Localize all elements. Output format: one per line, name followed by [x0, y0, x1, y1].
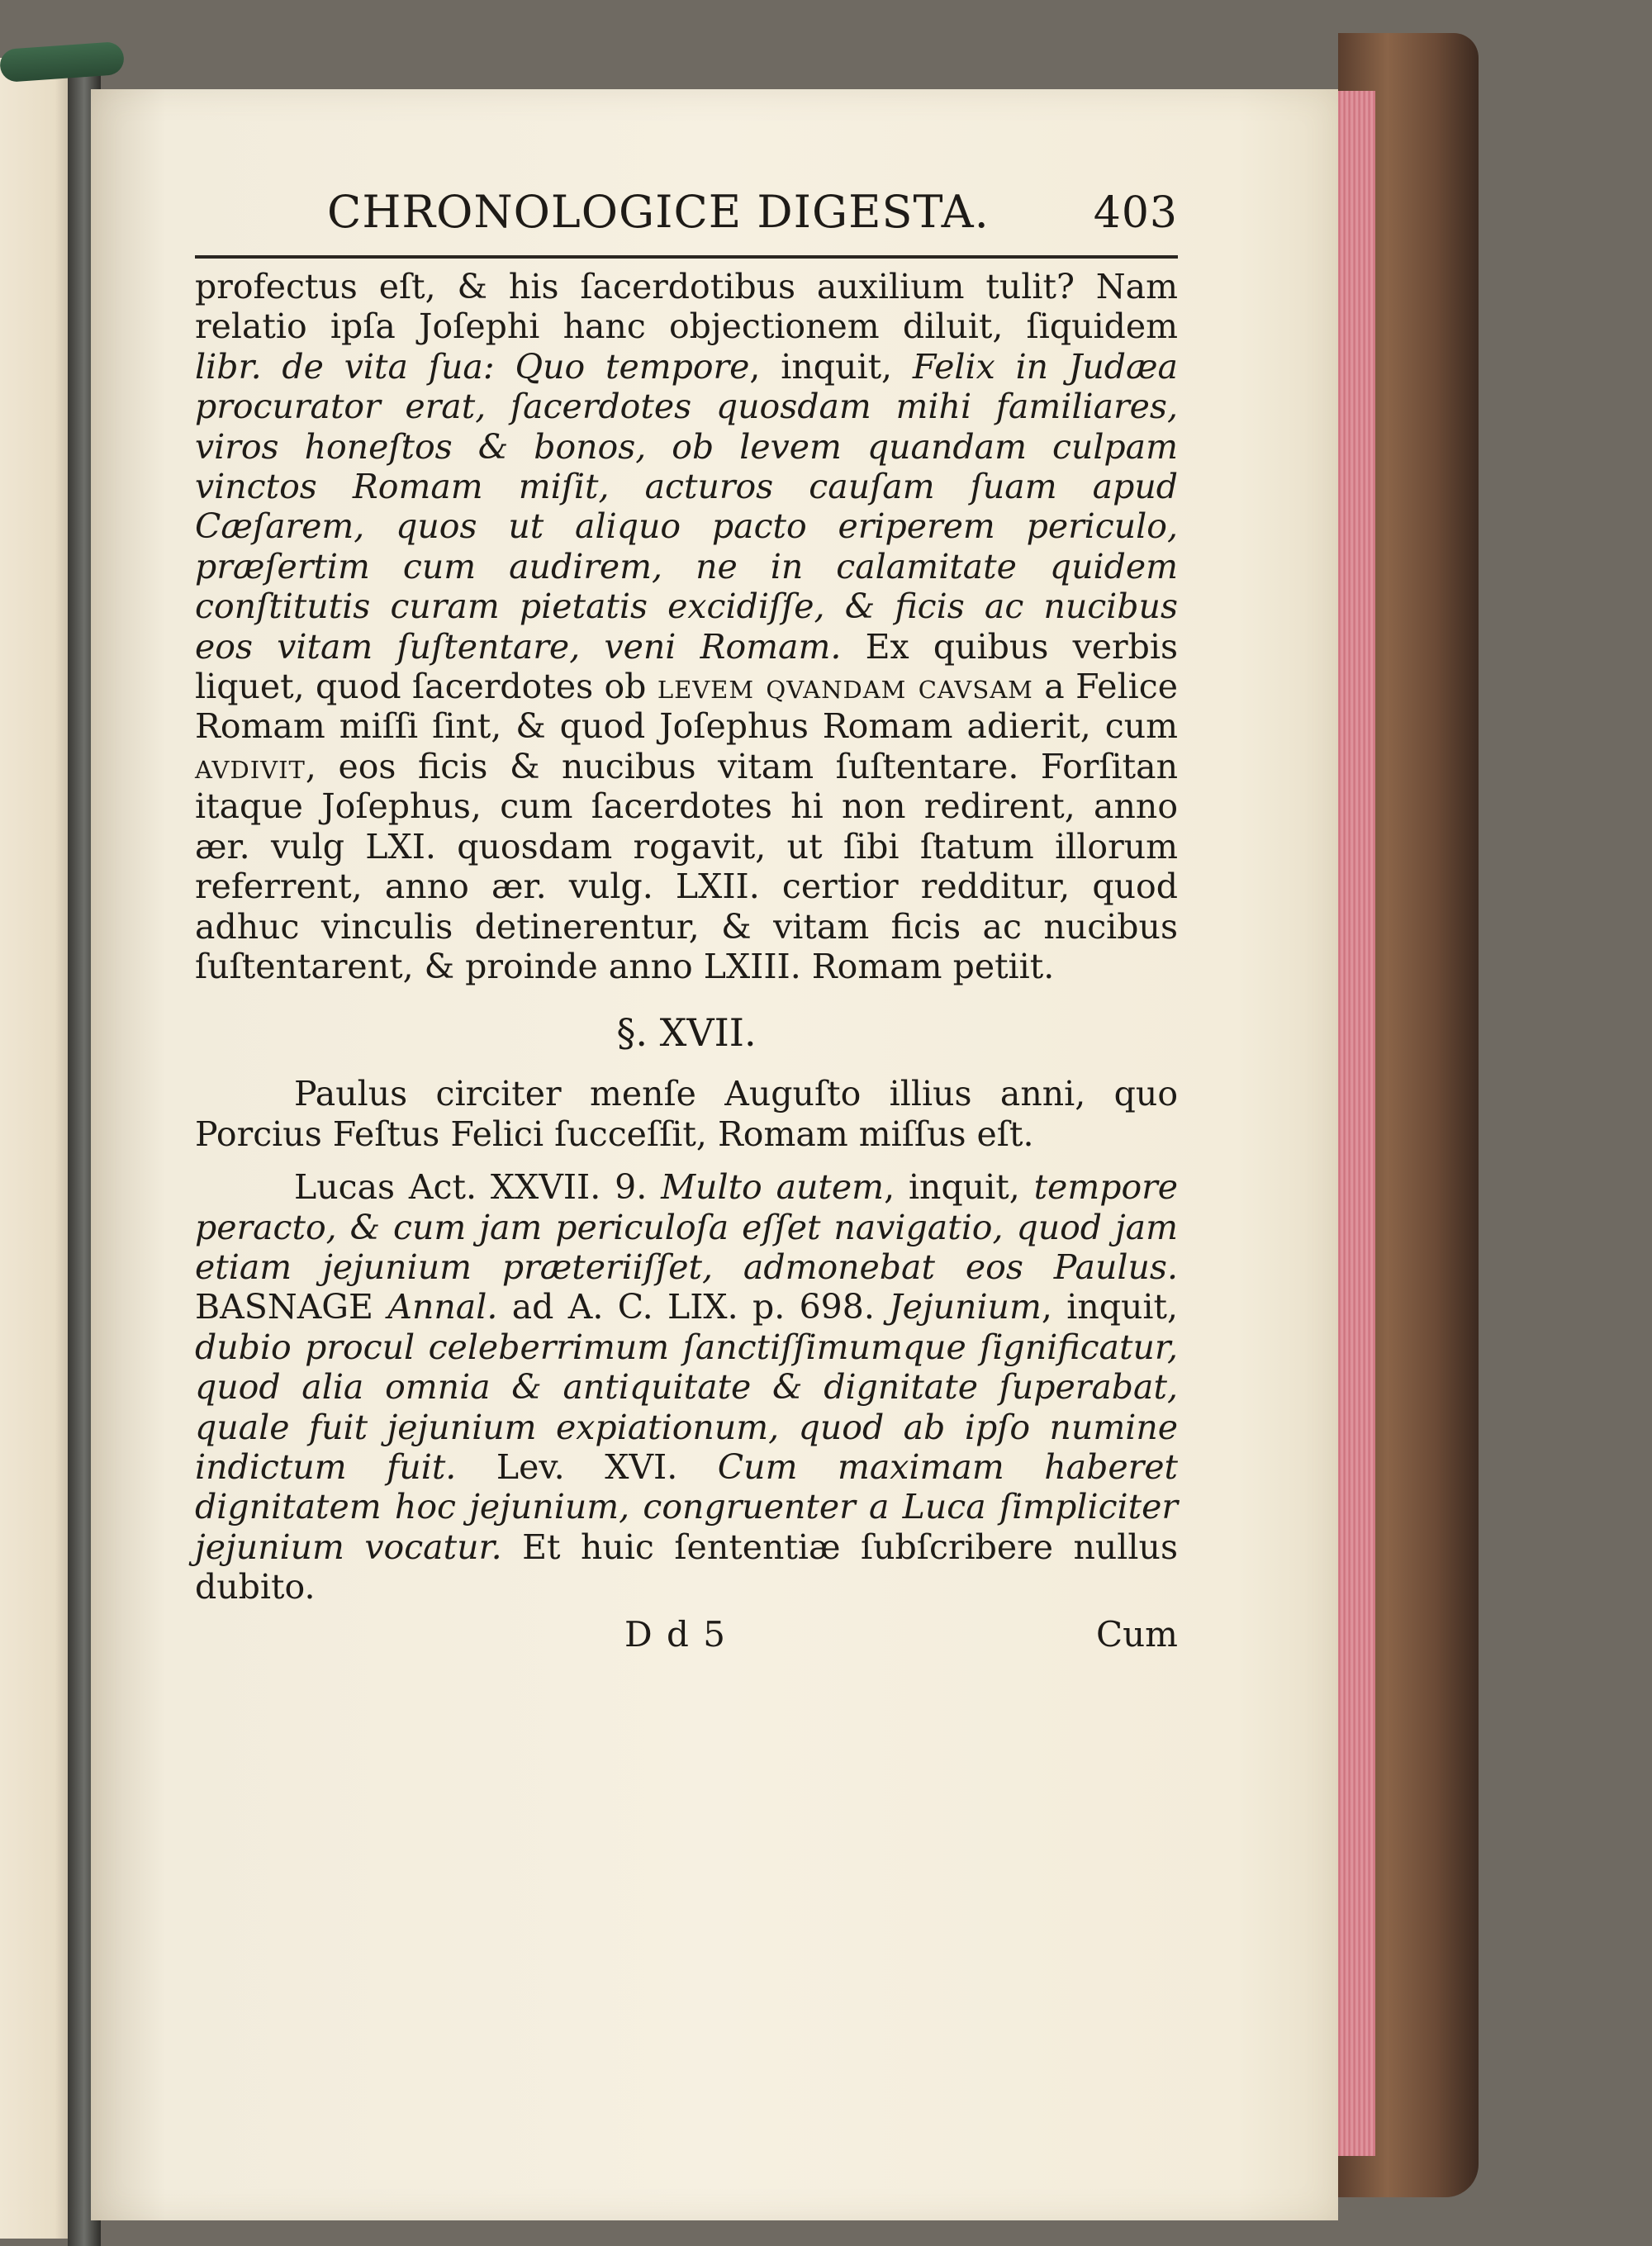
para3-quote3-italic: Cum maximam haberet dignitatem hoc jejunium, congruenter a Luca ſimpliciter jejunium vocatur.	[195, 1446, 1178, 1567]
para1-text-d: a Felice Romam miſſi ſint, & quod Joſephus Romam adierit, cum	[195, 667, 1179, 747]
para1-text-a: profectus eſt, & his ſacerdotibus auxilium tulit? Nam relatio ipſa Joſephi hanc objectionem diluit, ſiquidem	[195, 267, 1178, 347]
para3-italic-a: Multo autem	[661, 1167, 885, 1208]
para3-text-f: Et huic ſententiæ ſubſcribere nullus dubito.	[195, 1527, 1178, 1607]
para1-text-e: , eos ficis & nucibus vitam ſuſtentare. Forſitan itaque Joſephus, cum ſacerdotes hi non redirent, anno ær. vulg LXI. quosdam rogavit, ut ſibi ſtatum illorum referrent, anno ær. vulg. LXII. certior redditur, quod adhuc vinculis detinerentur, & vitam ficis ac nucibus ſuſtentarent, & proinde anno LXIII. Romam petiit.	[195, 746, 1178, 986]
para1-text-b: , inquit,	[749, 346, 913, 387]
paragraph-2: Paulus circiter menſe Auguſto illius anni, quo Porcius Feſtus Felici ſucceſſit, Romam miſſus eſt.	[195, 1074, 1178, 1154]
para1-smallcaps-a: levem qvandam cavsam	[657, 667, 1033, 707]
para1-text-c: Ex quibus verbis liquet, quod ſacerdotes ob	[195, 626, 1179, 707]
bookmark-ribbon	[0, 41, 125, 83]
page-number: 403	[1093, 188, 1178, 238]
para3-text-e: Lev. XVI.	[456, 1446, 718, 1487]
para3-jejunium-italic: Jejunium	[889, 1287, 1042, 1327]
paragraph-3	[195, 1167, 1178, 1607]
page-text-block	[195, 186, 1178, 1655]
para1-smallcaps-b: avdivit	[195, 746, 306, 786]
para3-text-b: , inquit,	[884, 1167, 1034, 1208]
para3-annal-italic: Annal.	[387, 1287, 498, 1327]
para3-text-d: , inquit,	[1041, 1287, 1179, 1327]
para3-quote-italic: tempore peracto, & cum jam periculoſa eſſet navigatio, quod jam etiam jejunium præteriiſſet, admonebat eos Paulus.	[195, 1167, 1178, 1287]
para3-author: BASNAGE	[195, 1287, 388, 1327]
running-head	[195, 186, 1178, 259]
page-footer	[195, 1614, 1178, 1655]
left-page-edge	[0, 58, 78, 2239]
paragraph-spacer	[195, 1154, 1178, 1167]
para1-quote-italic: Felix in Judæa procurator erat, ſacerdotes quosdam mihi familiares, viros honeſtos & bonos, ob levem quandam culpam vinctos Romam miſit, acturos cauſam ſuam apud Cæſarem, quos ut aliquo pacto eriperem periculo, præſertim cum audirem, ne in calamitate quidem conſtitutis curam pietatis excidiſſe, & ficis ac nucibus eos vitam ſuſtentare, veni Romam.	[195, 346, 1178, 667]
catchword: Cum	[1095, 1613, 1178, 1655]
para3-quote2-italic: dubio procul celeberrimum ſanctiſſimumque ſignificatur, quod alia omnia & antiquitate & dignitate ſuperabat, quale fuit jejunium expiationum, quod ab ipſo numine indictum fuit.	[195, 1327, 1178, 1487]
para3-text-c: ad A. C. LIX. p. 698.	[497, 1287, 890, 1327]
section-heading: §. XVII.	[616, 1010, 757, 1056]
para1-ref-italic: libr. de vita ſua: Quo tempore	[195, 346, 750, 387]
running-title: CHRONOLOGICE DIGESTA.	[327, 186, 990, 238]
para3-text-a: Lucas Act. XXVII. 9.	[294, 1167, 662, 1208]
paragraph-1	[195, 267, 1178, 986]
signature-mark: D d 5	[624, 1613, 727, 1655]
